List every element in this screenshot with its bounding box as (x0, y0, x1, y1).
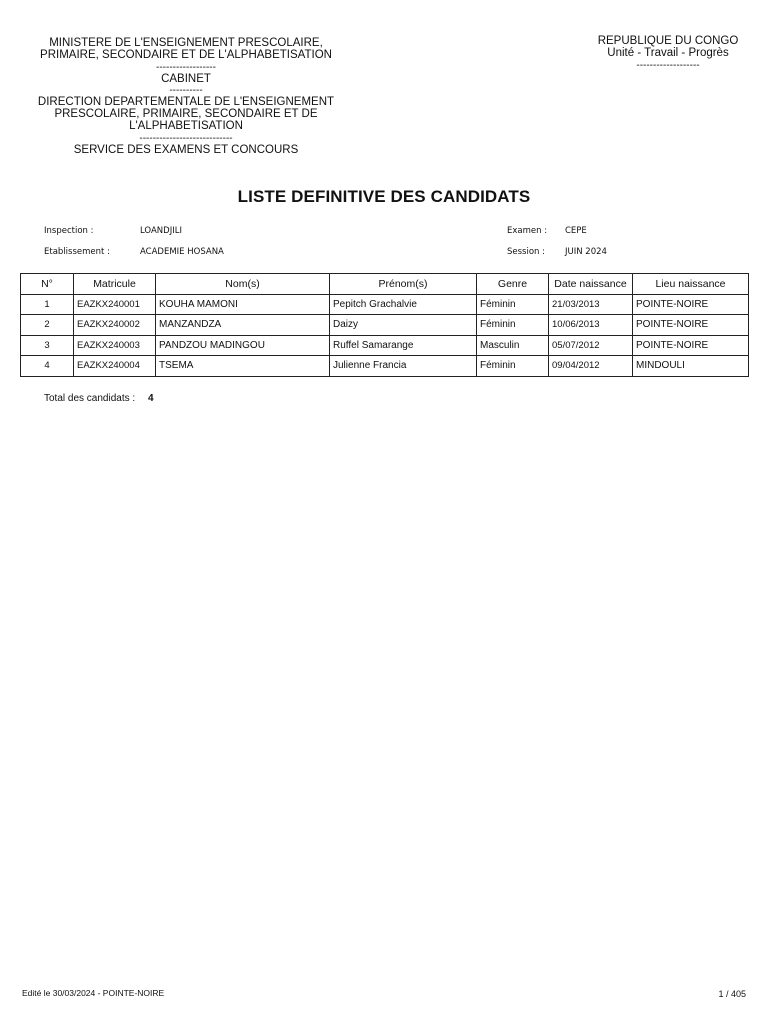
direction-line-1: DIRECTION DEPARTEMENTALE DE L'ENSEIGNEMENT (37, 95, 335, 108)
cell-genre: Féminin (477, 294, 549, 315)
total-value: 4 (147, 393, 154, 404)
motto: Unité - Travail - Progrès (607, 47, 729, 60)
col-header-genre: Genre (477, 274, 549, 295)
table-row (21, 335, 749, 356)
cell-prenom: Daizy (330, 315, 477, 336)
cell-matricule: EAZKX240003 (74, 335, 156, 356)
separator-3: ---------------------------- (139, 132, 233, 144)
cell-date-naissance: 09/04/2012 (549, 356, 633, 377)
cell-lieu-naissance: POINTE-NOIRE (633, 315, 749, 336)
cell-nom: TSEMA (156, 356, 330, 377)
ministry-line-1: MINISTERE DE L'ENSEIGNEMENT PRESCOLAIRE, (49, 37, 323, 49)
cell-lieu-naissance: POINTE-NOIRE (633, 294, 749, 315)
page-number: 1 / 405 (718, 989, 746, 999)
cell-matricule: EAZKX240001 (74, 294, 156, 315)
cell-number: 3 (21, 335, 74, 356)
inspection-label: Inspection : (44, 226, 94, 236)
col-header-nom: Nom(s) (156, 274, 330, 295)
etablissement-label: Etablissement : (44, 247, 110, 257)
separator-2: ---------- (169, 84, 203, 96)
cell-matricule: EAZKX240004 (74, 356, 156, 377)
examen-value: CEPE (565, 226, 587, 236)
table-row (21, 356, 749, 377)
inspection-value: LOANDJILI (140, 226, 182, 236)
col-header-lieu-naissance: Lieu naissance (633, 274, 749, 295)
cell-number: 2 (21, 315, 74, 336)
cell-number: 4 (21, 356, 74, 377)
cell-nom: MANZANDZA (156, 315, 330, 336)
cell-genre: Féminin (477, 356, 549, 377)
country-name: REPUBLIQUE DU CONGO (597, 35, 739, 47)
col-header-prenom: Prénom(s) (330, 274, 477, 295)
ministry-header (30, 37, 342, 156)
cell-number: 1 (21, 294, 74, 315)
direction-line-2: PRESCOLAIRE, PRIMAIRE, SECONDAIRE ET DE (54, 108, 318, 121)
cell-genre: Féminin (477, 315, 549, 336)
cell-nom: PANDZOU MADINGOU (156, 335, 330, 356)
cell-lieu-naissance: POINTE-NOIRE (633, 335, 749, 356)
service-label: SERVICE DES EXAMENS ET CONCOURS (73, 143, 299, 156)
cell-prenom: Julienne Francia (330, 356, 477, 377)
cell-date-naissance: 21/03/2013 (549, 294, 633, 315)
republic-header (586, 35, 750, 71)
separator-1: ------------------ (156, 61, 216, 73)
edited-date: Edité le 30/03/2024 - POINTE-NOIRE (22, 988, 165, 998)
ministry-line-2: PRIMAIRE, SECONDAIRE ET DE L'ALPHABETISATION (40, 49, 332, 62)
col-header-date-naissance: Date naissance (549, 274, 633, 295)
cabinet-label: CABINET (161, 72, 211, 85)
total-label: Total des candidats : (44, 393, 136, 404)
cell-nom: KOUHA MAMONI (156, 294, 330, 315)
col-header-number: N° (21, 274, 74, 295)
cell-prenom: Ruffel Samarange (330, 335, 477, 356)
cell-prenom: Pepitch Grachalvie (330, 294, 477, 315)
table-row (21, 315, 749, 336)
republic-separator: ------------------- (636, 59, 700, 71)
examen-label: Examen : (507, 226, 548, 236)
table-row (21, 294, 749, 315)
session-value: JUIN 2024 (565, 247, 607, 257)
cell-lieu-naissance: MINDOULI (633, 356, 749, 377)
total-candidates (44, 393, 154, 404)
cell-genre: Masculin (477, 335, 549, 356)
col-header-matricule: Matricule (74, 274, 156, 295)
table-header-row (21, 274, 749, 295)
candidates-table (20, 273, 749, 377)
page-title: LISTE DEFINITIVE DES CANDIDATS (237, 187, 531, 206)
cell-date-naissance: 10/06/2013 (549, 315, 633, 336)
direction-line-3: L'ALPHABETISATION (129, 120, 243, 133)
cell-date-naissance: 05/07/2012 (549, 335, 633, 356)
cell-matricule: EAZKX240002 (74, 315, 156, 336)
etablissement-value: ACADEMIE HOSANA (140, 247, 224, 257)
session-label: Session : (507, 247, 545, 257)
